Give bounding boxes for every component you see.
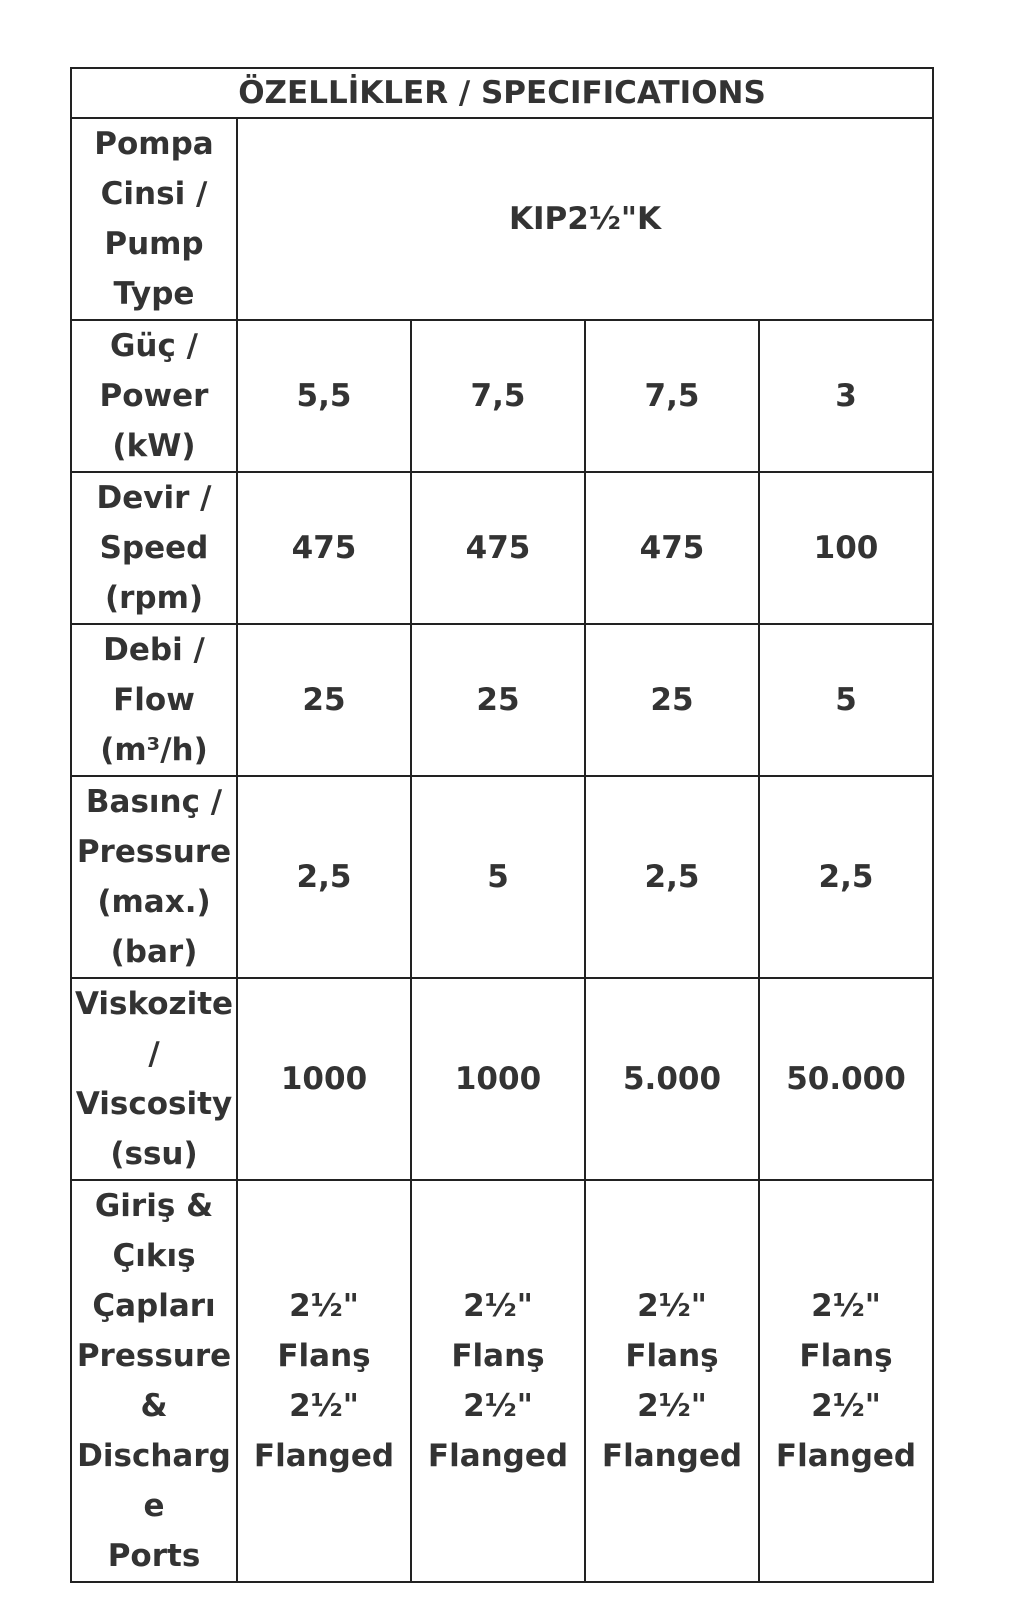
viscosity-value: 1000 — [411, 978, 585, 1180]
pressure-value: 2,5 — [759, 776, 933, 978]
table-row-speed — [71, 472, 933, 624]
pump-type-value: KIP2½"K — [237, 118, 933, 320]
table-row-pressure — [71, 776, 933, 978]
ports-value — [411, 1180, 585, 1582]
label-line: Type — [113, 276, 195, 312]
ports-value — [585, 1180, 759, 1582]
value-line: Flanged — [427, 1438, 569, 1474]
value-line: Flanged — [775, 1438, 917, 1474]
label-line: Giriş & — [94, 1188, 214, 1224]
row-label-power — [71, 320, 237, 472]
label-line: Viscosity — [75, 1086, 233, 1122]
value-line: Flanş 2½" — [277, 1338, 371, 1424]
table-row-pump-type — [71, 118, 933, 320]
label-line: (max.) — [97, 884, 211, 920]
speed-value: 475 — [411, 472, 585, 624]
label-line: Discharge — [77, 1438, 231, 1524]
label-line: Debi / — [103, 632, 205, 668]
value-line: Flanş 2½" — [799, 1338, 893, 1424]
speed-value: 475 — [585, 472, 759, 624]
viscosity-value: 5.000 — [585, 978, 759, 1180]
value-line: Flanş 2½" — [625, 1338, 719, 1424]
value-line: Flanged — [601, 1438, 743, 1474]
flow-value: 5 — [759, 624, 933, 776]
power-value: 7,5 — [411, 320, 585, 472]
viscosity-value: 50.000 — [759, 978, 933, 1180]
flow-value: 25 — [585, 624, 759, 776]
label-line: (ssu) — [110, 1136, 198, 1172]
viscosity-value: 1000 — [237, 978, 411, 1180]
row-label-speed — [71, 472, 237, 624]
pressure-value: 2,5 — [237, 776, 411, 978]
speed-value: 100 — [759, 472, 933, 624]
label-line: Speed — [99, 530, 209, 566]
label-line: Çapları — [92, 1288, 216, 1324]
table-row-viscosity — [71, 978, 933, 1180]
flow-value: 25 — [411, 624, 585, 776]
row-label-pressure — [71, 776, 237, 978]
pressure-value: 2,5 — [585, 776, 759, 978]
label-line: Pressure — [76, 834, 232, 870]
flow-value: 25 — [237, 624, 411, 776]
table-row-ports — [71, 1180, 933, 1582]
label-line: Devir / — [96, 480, 212, 516]
value-line: 2½" — [289, 1288, 359, 1324]
table-title: ÖZELLİKLER / SPECIFICATIONS — [71, 68, 933, 118]
label-line: Cinsi / — [100, 176, 208, 212]
value-line: Flanş 2½" — [451, 1338, 545, 1424]
power-value: 3 — [759, 320, 933, 472]
label-line: Güç / — [109, 328, 198, 364]
label-line: Viskozite — [74, 986, 234, 1022]
label-line: Flow — [113, 682, 195, 718]
label-line: Pompa — [94, 126, 214, 162]
label-line: Pump — [104, 226, 204, 262]
row-label-pump-type — [71, 118, 237, 320]
label-line: Power — [99, 378, 209, 414]
row-label-ports — [71, 1180, 237, 1582]
label-line: & — [140, 1388, 168, 1424]
pressure-value: 5 — [411, 776, 585, 978]
speed-value: 475 — [237, 472, 411, 624]
table-row-flow — [71, 624, 933, 776]
value-line: Flanged — [253, 1438, 395, 1474]
value-line: 2½" — [637, 1288, 707, 1324]
label-line: (m³/h) — [100, 732, 208, 768]
label-line: Çıkış — [112, 1238, 196, 1274]
specifications-table — [70, 67, 934, 1583]
power-value: 5,5 — [237, 320, 411, 472]
label-line: Ports — [107, 1538, 201, 1574]
label-line: (rpm) — [104, 580, 204, 616]
row-label-flow — [71, 624, 237, 776]
table-row-power — [71, 320, 933, 472]
value-line: 2½" — [811, 1288, 881, 1324]
label-line: (bar) — [110, 934, 198, 970]
label-line: Pressure — [76, 1338, 232, 1374]
label-line: (kW) — [112, 428, 196, 464]
title-row — [71, 68, 933, 118]
label-line: Basınç / — [85, 784, 223, 820]
ports-value — [237, 1180, 411, 1582]
label-line: / — [148, 1036, 160, 1072]
power-value: 7,5 — [585, 320, 759, 472]
ports-value — [759, 1180, 933, 1582]
value-line: 2½" — [463, 1288, 533, 1324]
row-label-viscosity — [71, 978, 237, 1180]
